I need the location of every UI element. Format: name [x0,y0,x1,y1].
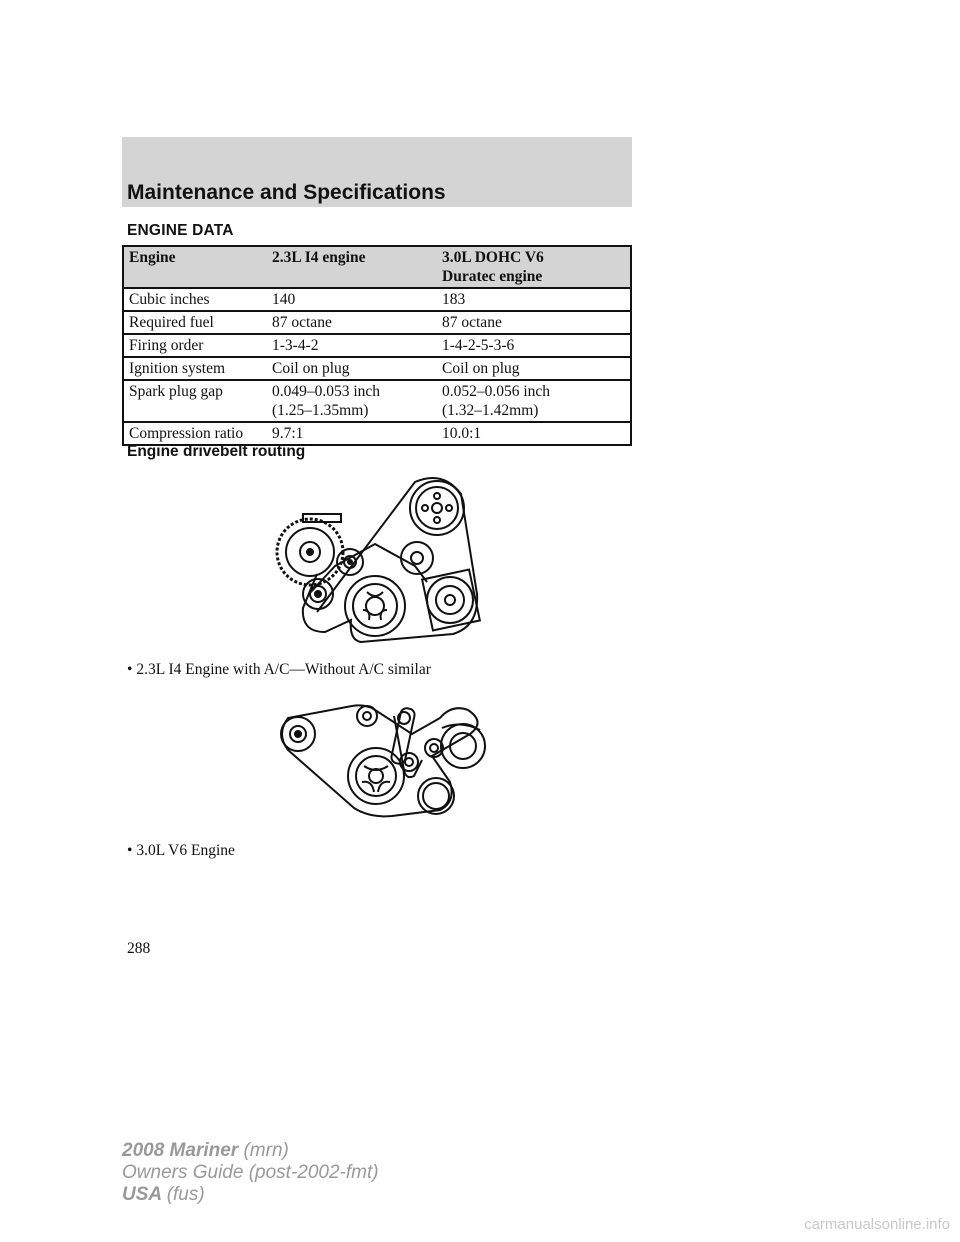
table-cell: 87 octane [267,311,437,334]
table-cell: 9.7:1 [267,422,437,445]
table-cell: Spark plug gap [123,380,267,422]
footer-market: USA [122,1184,167,1205]
table-cell: 1-4-2-5-3-6 [437,334,631,357]
table-cell: 87 octane [437,311,631,334]
table-row [123,334,631,357]
table-header-cell: 2.3L I4 engine [267,246,437,288]
table-cell: 10.0:1 [437,422,631,445]
page-number: 288 [127,940,151,957]
table-header-cell: Engine [123,246,267,288]
table-row [123,380,631,422]
table-cell: Firing order [123,334,267,357]
table-row [123,311,631,334]
footer-market-code: (fus) [166,1184,205,1205]
table-row [123,288,631,311]
page-section-title: Maintenance and Specifications [127,181,446,204]
watermark: carmanualsonline.info [804,1216,950,1233]
table-header-cell: 3.0L DOHC V6 Duratec engine [437,246,631,288]
bullet-glyph: • [127,842,137,859]
table-cell: Required fuel [123,311,267,334]
footer-doc-info [122,1140,379,1206]
section-header-band [122,137,632,207]
table-cell: Compression ratio [123,422,267,445]
engine-data-table [122,245,632,446]
drivebelt-routing-heading: Engine drivebelt routing [127,443,306,460]
footer-model: 2008 Mariner [122,1140,244,1161]
footer-line1 [122,1140,379,1162]
table-row [123,357,631,380]
diagram2-caption [127,842,235,860]
table-cell: 183 [437,288,631,311]
table-cell: 0.052–0.056 inch (1.32–1.42mm) [437,380,631,422]
table-cell: Cubic inches [123,288,267,311]
engine-data-title: ENGINE DATA [127,222,234,239]
diagram1-caption [127,661,431,679]
footer-model-code: (mrn) [243,1140,289,1161]
diagram2-caption-text: 3.0L V6 Engine [136,842,235,859]
footer-line3 [122,1184,379,1206]
i4-drivebelt-diagram [265,474,490,644]
v6-drivebelt-diagram [272,700,492,818]
footer-line2: Owners Guide (post-2002-fmt) [122,1162,379,1183]
table-cell: Coil on plug [267,357,437,380]
table-cell: 0.049–0.053 inch (1.25–1.35mm) [267,380,437,422]
table-cell: 140 [267,288,437,311]
table-cell: 1-3-4-2 [267,334,437,357]
diagram1-caption-text: 2.3L I4 Engine with A/C—Without A/C similar [136,661,431,678]
bullet-glyph: • [127,661,137,678]
table-cell: Coil on plug [437,357,631,380]
table-cell: Ignition system [123,357,267,380]
table-row [123,422,631,445]
table-header-row [123,246,631,288]
